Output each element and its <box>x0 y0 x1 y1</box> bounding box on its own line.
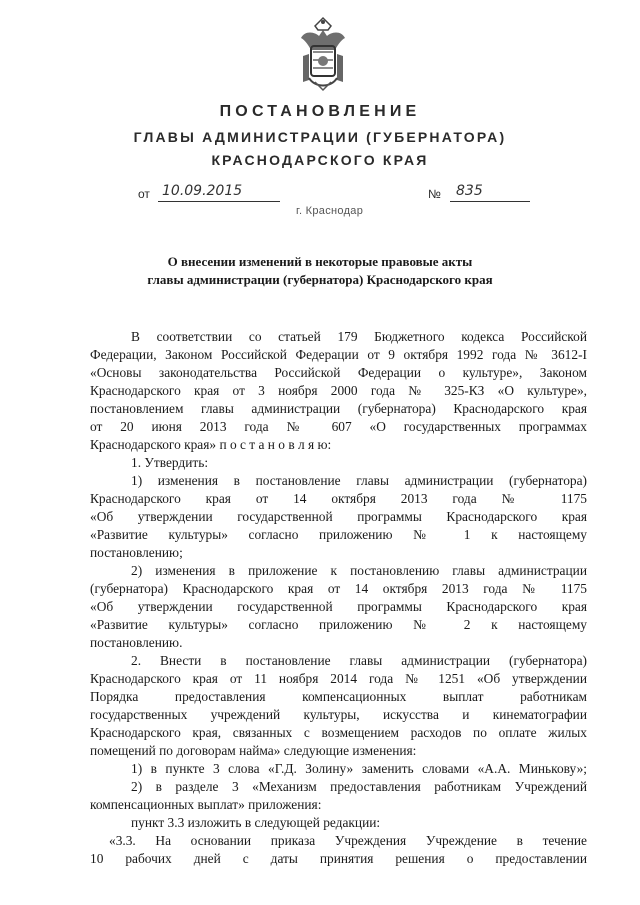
body-line: Краснодарского края, связанных с возмещением расходов по оплате жилых <box>90 725 587 740</box>
body-line: 1) в пункте 3 слова «Г.Д. Золину» заменить словами «А.А. Минькову»; <box>131 761 587 776</box>
body-line: государственных учреждений культуры, искусства и кинематографии <box>90 707 587 722</box>
body-line: Федерации, Законом Российской Федерации от 9 октября 1992 года № 3612-I <box>90 347 587 362</box>
body-line: Порядка предоставления компенсационных выплат работникам <box>90 689 587 704</box>
body-line: «Развитие культуры» согласно приложению № 2 к настоящему <box>90 617 587 632</box>
date-underline <box>158 201 280 202</box>
body-line: «Развитие культуры» согласно приложению № 1 к настоящему <box>90 527 587 542</box>
region-line: КРАСНОДАРСКОГО КРАЯ <box>211 152 429 168</box>
body-line: 2. Внести в постановление главы администрации (губернатора) <box>131 653 587 668</box>
body-line: компенсационных выплат» приложения: <box>90 797 322 812</box>
body-line: от 20 июня 2013 года № 607 «О государственных программах <box>90 419 587 434</box>
body-line: 2) в разделе 3 «Механизм предоставления работникам Учреждений <box>131 779 587 794</box>
body-line: Краснодарского края» п о с т а н о в л я ю: <box>90 437 332 452</box>
number-value: 835 <box>456 183 483 199</box>
body-line: 1) изменения в постановление главы администрации (губернатора) <box>131 473 587 488</box>
body-line: «Об утверждении государственной программы Краснодарского края <box>90 599 587 614</box>
issuer-line: ГЛАВЫ АДМИНИСТРАЦИИ (ГУБЕРНАТОРА) <box>133 129 507 145</box>
body-line: постановлению. <box>90 635 183 650</box>
subject-line-2: главы администрации (губернатора) Краснодарского края <box>147 272 493 287</box>
coat-of-arms-emblem <box>295 16 351 92</box>
body-line: 2) изменения в приложение к постановлению главы администрации <box>131 563 587 578</box>
document-type-title: ПОСТАНОВЛЕНИЕ <box>219 103 421 120</box>
date-value: 10.09.2015 <box>162 183 243 199</box>
body-line: 10 рабочих дней с даты принятия решения о предоставлении <box>90 851 587 866</box>
body-line: постановлением главы администрации (губернатора) Краснодарского края <box>90 401 587 416</box>
body-line: помещений по договорам найма» следующие изменения: <box>90 743 417 758</box>
body-line: Краснодарского края от 14 октября 2013 года № 1175 <box>90 491 587 506</box>
body-line: «Основы законодательства Российской Федерации о культуре», Законом <box>90 365 587 380</box>
number-underline <box>450 201 530 202</box>
body-line: 1. Утвердить: <box>131 455 209 470</box>
subject-line-1: О внесении изменений в некоторые правовые акты <box>167 254 473 269</box>
body-line: В соответствии со статьей 179 Бюджетного кодекса Российской <box>131 329 587 344</box>
body-line: Краснодарского края от 3 ноября 2000 года № 325-КЗ «О культуре», <box>90 383 587 398</box>
date-label: от <box>138 187 150 201</box>
body-line: Краснодарского края от 11 ноября 2014 года № 1251 «Об утверждении <box>90 671 587 686</box>
body-line: постановлению; <box>90 545 183 560</box>
body-line: «3.3. На основании приказа Учреждения Учреждение в течение <box>109 833 587 848</box>
number-label: № <box>428 187 441 201</box>
city-line: г. Краснодар <box>296 205 364 217</box>
body-line: (губернатора) Краснодарского края от 14 октября 2013 года № 1175 <box>90 581 587 596</box>
body-line: пункт 3.3 изложить в следующей редакции: <box>131 815 381 830</box>
body-line: «Об утверждении государственной программы Краснодарского края <box>90 509 587 524</box>
